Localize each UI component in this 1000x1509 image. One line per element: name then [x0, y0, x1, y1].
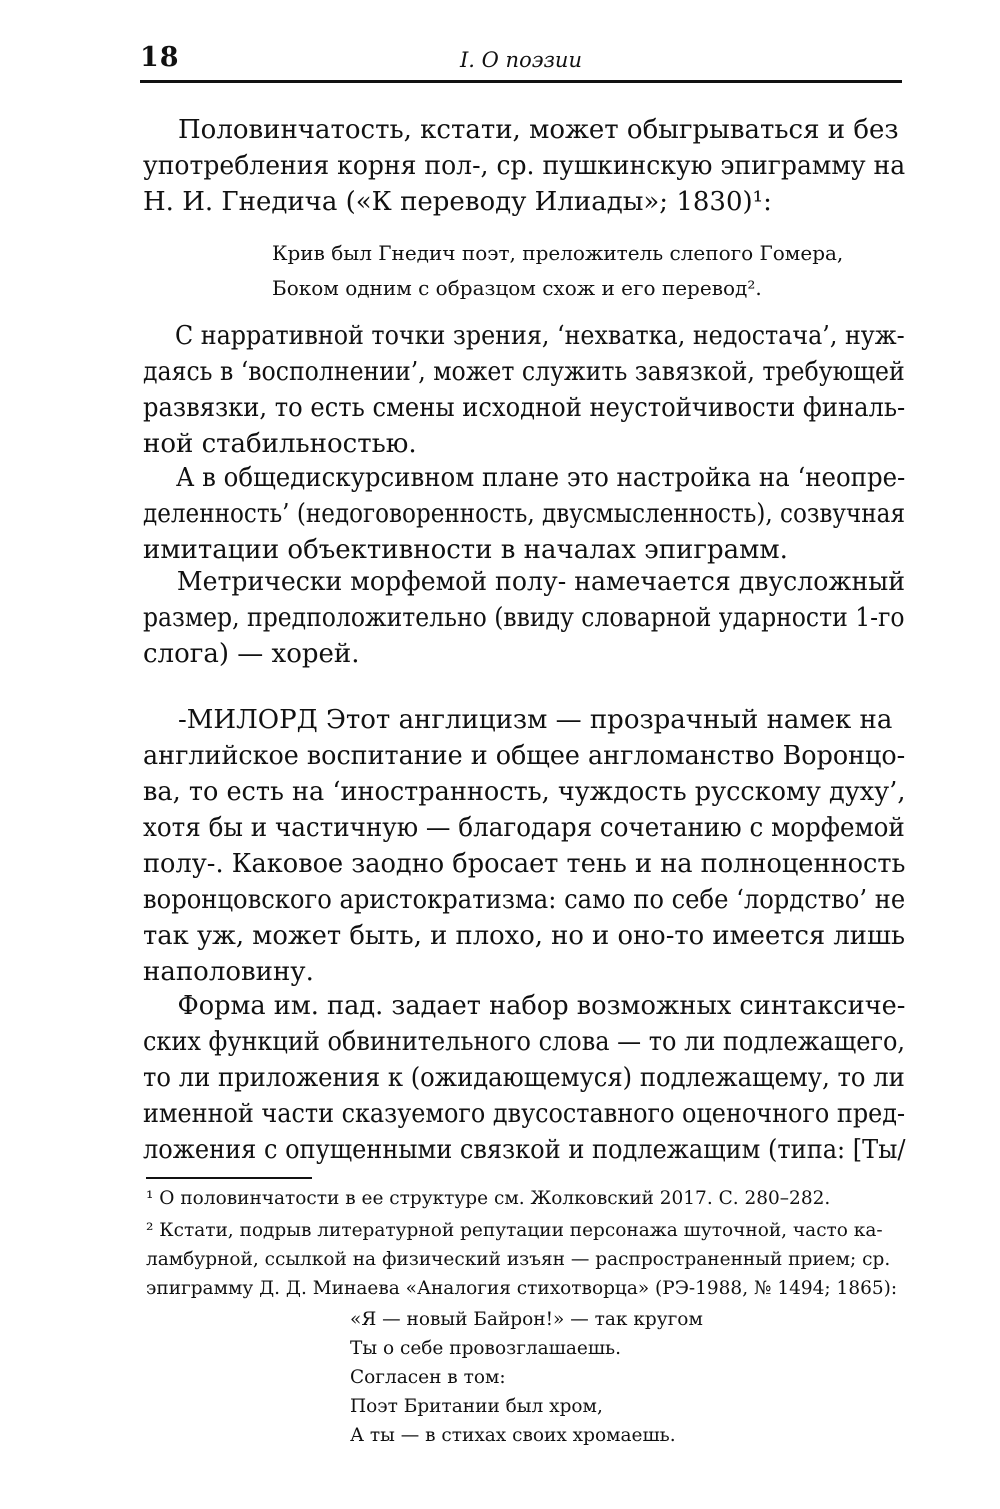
text-line: употребления корня пол-, ср. пушкинскую эпиграмму на — [143, 151, 906, 181]
paragraph — [143, 564, 905, 672]
text-line: ложения с опущенными связкой и подлежащим (типа: [Ты/ — [143, 1135, 906, 1165]
verse-line: Крив был Гнедич поэт, преложитель слепого Гомера, — [272, 241, 844, 265]
text-line: даясь в ‘восполнении’, может служить завязкой, требующей — [143, 357, 905, 387]
footnote-line: ¹ О половинчатости в ее структуре см. Жолковский 2017. С. 280–282. — [146, 1188, 831, 1209]
footnote-verse-line: Поэт Британии был хром, — [350, 1396, 603, 1417]
text-line: именной части сказуемого двусоставного оценочного пред- — [143, 1099, 906, 1129]
header-rule — [140, 80, 902, 83]
text-line: ва, то есть на ‘иностранность, чуждость русскому духу’, — [143, 777, 906, 807]
text-line: С нарративной точки зрения, ‘нехватка, недостача’, нуж- — [175, 321, 905, 351]
text-line: Метрически морфемой полу- намечается двусложный — [176, 567, 905, 597]
text-line: полу-. Каковое заодно бросает тень и на полноценность — [143, 849, 906, 879]
text-line: то ли приложения к (ожидающемуся) подлежащему, то ли — [143, 1063, 905, 1093]
running-title: I. О поэзии — [460, 48, 582, 72]
text-line: -МИЛОРД Этот англицизм — прозрачный намек на — [178, 705, 893, 735]
text-line: имитации объективности в началах эпиграмм. — [143, 535, 788, 565]
text-line: Форма им. пад. задает набор возможных синтаксиче- — [177, 991, 906, 1021]
footnote — [146, 1184, 906, 1213]
footnote-line: ² Кстати, подрыв литературной репутации персонажа шуточной, часто ка- — [146, 1220, 883, 1241]
text-line: так уж, может быть, и плохо, но и оно-то имеется лишь — [143, 921, 906, 951]
text-line: ной стабильностью. — [143, 429, 417, 459]
running-head — [140, 42, 902, 82]
text-line: размер, предположительно (ввиду словарной ударности 1-го — [143, 603, 905, 633]
text-line: воронцовского аристократизма: само по себе ‘лордство’ не — [143, 885, 906, 915]
footnote — [146, 1216, 906, 1303]
footnote-verse — [350, 1305, 703, 1450]
paragraph — [143, 112, 905, 220]
text-line: деленность’ (недоговоренность, двусмысленность), созвучная — [143, 499, 906, 529]
footnote-verse-line: «Я — новый Байрон!» — так кругом — [350, 1309, 703, 1330]
text-line: наполовину. — [143, 957, 314, 987]
footnote-verse-line: Согласен в том: — [350, 1367, 506, 1388]
paragraph — [143, 318, 905, 462]
verse-line: Боком одним с образцом схож и его перевод². — [272, 276, 762, 300]
page-number: 18 — [140, 42, 180, 73]
text-line: английское воспитание и общее англоманство Воронцо- — [143, 741, 906, 771]
paragraph — [143, 460, 905, 568]
footnote-verse-line: Ты о себе провозглашаешь. — [350, 1338, 621, 1359]
footnote-rule — [146, 1177, 312, 1179]
footnote-line: ламбурной, ссылкой на физический изъян — распространенный прием; ср. — [146, 1249, 891, 1270]
text-line: А в общедискурсивном плане это настройка на ‘неопре- — [175, 463, 906, 493]
text-line: развязки, то есть смены исходной неустойчивости финаль- — [143, 393, 906, 423]
text-line: слога) — хорей. — [143, 639, 360, 669]
text-line: Н. И. Гнедича («К переводу Илиады»; 1830)¹: — [143, 187, 772, 217]
text-line: Половинчатость, кстати, может обыгрываться и без — [178, 115, 899, 145]
footnote-line: эпиграмму Д. Д. Минаева «Аналогия стихотворца» (РЭ-1988, № 1494; 1865): — [146, 1278, 898, 1299]
text-line: хотя бы и частичную — благодаря сочетанию с морфемой — [143, 813, 905, 843]
entry-paragraph — [143, 702, 905, 990]
text-line: ских функций обвинительного слова — то ли подлежащего, — [143, 1027, 906, 1057]
footnote-verse-line: А ты — в стихах своих хромаешь. — [350, 1425, 676, 1446]
paragraph — [143, 988, 905, 1168]
